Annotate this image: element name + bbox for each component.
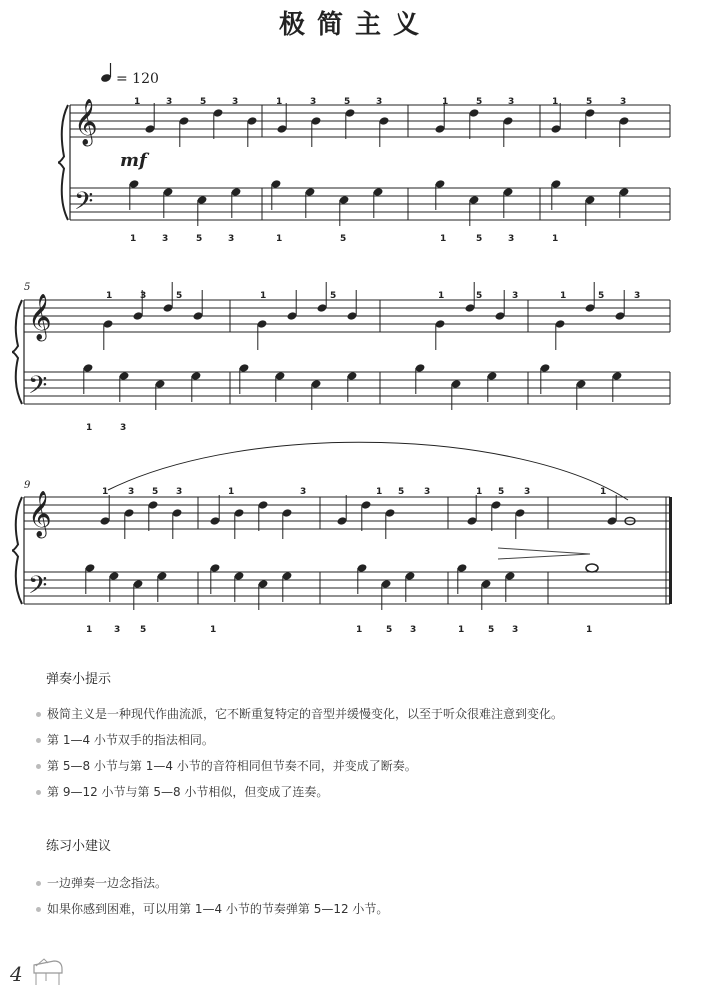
brace xyxy=(12,497,22,604)
bullet-icon xyxy=(36,764,41,769)
fingering-number: 5 xyxy=(476,291,483,301)
tips-heading: 弹奏小提示 xyxy=(46,672,112,687)
fingering-number: 3 xyxy=(310,97,317,107)
fingering-number: 3 xyxy=(524,487,531,497)
fingering-number: 1 xyxy=(130,234,137,244)
fingering-number: 5 xyxy=(476,234,483,244)
fingering-number: 3 xyxy=(128,487,135,497)
fingering-number: 5 xyxy=(598,291,605,301)
fingering-number: 1 xyxy=(260,291,267,301)
fingering-number: 3 xyxy=(176,487,183,497)
tempo-marking xyxy=(100,63,159,87)
bullet-icon xyxy=(36,790,41,795)
tempo-text: = 120 xyxy=(116,71,159,87)
fingering-number: 3 xyxy=(228,234,235,244)
fingering-numbers xyxy=(86,97,640,635)
bullet-icon xyxy=(36,712,41,717)
fingering-number: 1 xyxy=(600,487,607,497)
treble-clef-icon: 𝄞 xyxy=(28,491,52,537)
tip-text: 第 5—8 小节与第 1—4 小节的音符相同但节奏不同，并变成了断奏。 xyxy=(47,759,417,773)
fingering-number: 1 xyxy=(276,234,283,244)
fingering-number: 3 xyxy=(376,97,383,107)
notes xyxy=(83,103,635,610)
final-barline xyxy=(669,497,672,604)
fingering-number: 5 xyxy=(196,234,203,244)
fingering-number: 1 xyxy=(276,97,283,107)
bullet-icon xyxy=(36,738,41,743)
whole-note xyxy=(586,564,598,572)
dynamic-marking: mf xyxy=(120,150,147,171)
treble-clef-icon: 𝄞 xyxy=(74,99,98,145)
fingering-number: 3 xyxy=(140,291,147,301)
page-title: 极简主义 xyxy=(278,10,431,40)
fingering-number: 1 xyxy=(134,97,141,107)
fingering-number: 3 xyxy=(508,234,515,244)
fingering-number: 3 xyxy=(512,291,519,301)
fingering-number: 5 xyxy=(344,97,351,107)
fingering-number: 3 xyxy=(114,625,121,635)
practice-text: 一边弹奏一边念指法。 xyxy=(47,876,168,890)
fingering-number: 5 xyxy=(476,97,483,107)
fingering-number: 1 xyxy=(458,625,465,635)
practice-text: 如果你感到困难，可以用第 1—4 小节的节奏弹第 5—12 小节。 xyxy=(47,902,389,916)
fingering-number: 1 xyxy=(86,423,93,433)
tip-item xyxy=(36,757,417,774)
fingering-number: 3 xyxy=(634,291,641,301)
fingering-number: 1 xyxy=(228,487,235,497)
practice-heading: 练习小建议 xyxy=(46,839,112,854)
fingering-number: 5 xyxy=(340,234,347,244)
tip-text: 第 1—4 小节双手的指法相同。 xyxy=(47,733,214,747)
fingering-number: 5 xyxy=(152,487,159,497)
practice-item xyxy=(36,874,167,891)
tip-text: 极简主义是一种现代作曲流派，它不断重复特定的音型并缓慢变化，以至于听众很难注意到变化。 xyxy=(47,707,564,721)
fingering-number: 5 xyxy=(586,97,593,107)
fingering-number: 3 xyxy=(508,97,515,107)
fingering-number: 3 xyxy=(300,487,307,497)
fingering-number: 1 xyxy=(356,625,363,635)
bass-clef-icon: 𝄢 xyxy=(74,187,94,222)
fingering-number: 3 xyxy=(512,625,519,635)
fingering-number: 1 xyxy=(106,291,113,301)
brace xyxy=(12,300,22,404)
fingering-number: 3 xyxy=(424,487,431,497)
bass-clef-icon: 𝄢 xyxy=(28,371,48,406)
fingering-number: 5 xyxy=(330,291,337,301)
fingering-number: 1 xyxy=(552,234,559,244)
bass-clef-icon: 𝄢 xyxy=(28,571,48,606)
tip-item xyxy=(36,731,214,748)
fingering-number: 1 xyxy=(476,487,483,497)
fingering-number: 3 xyxy=(410,625,417,635)
tip-item xyxy=(36,705,563,722)
measure-number: 5 xyxy=(24,282,31,293)
fingering-number: 1 xyxy=(560,291,567,301)
fingering-number: 1 xyxy=(102,487,109,497)
page-number: 4 xyxy=(10,962,23,986)
fingering-number: 3 xyxy=(120,423,127,433)
fingering-number: 5 xyxy=(176,291,183,301)
decrescendo-hairpin xyxy=(498,548,590,559)
tip-item xyxy=(36,783,328,800)
bullet-icon xyxy=(36,907,41,912)
phrase-slur xyxy=(108,442,628,500)
fingering-number: 1 xyxy=(376,487,383,497)
treble-clef-icon: 𝄞 xyxy=(28,294,52,340)
fingering-number: 3 xyxy=(232,97,239,107)
practice-item xyxy=(36,900,388,917)
fingering-number: 3 xyxy=(162,234,169,244)
staff-lines xyxy=(24,105,670,604)
brace xyxy=(58,105,68,220)
fingering-number: 1 xyxy=(442,97,449,107)
fingering-number: 5 xyxy=(498,487,505,497)
fingering-number: 3 xyxy=(620,97,627,107)
piano-icon xyxy=(30,955,66,987)
fingering-number: 1 xyxy=(440,234,447,244)
fingering-number: 5 xyxy=(488,625,495,635)
fingering-number: 1 xyxy=(438,291,445,301)
fingering-number: 5 xyxy=(200,97,207,107)
fingering-number: 5 xyxy=(398,487,405,497)
fingering-number: 1 xyxy=(586,625,593,635)
bullet-icon xyxy=(36,881,41,886)
fingering-number: 1 xyxy=(552,97,559,107)
fingering-number: 1 xyxy=(210,625,217,635)
measure-number: 9 xyxy=(24,480,31,491)
fingering-number: 3 xyxy=(166,97,173,107)
fingering-number: 5 xyxy=(140,625,147,635)
fingering-number: 1 xyxy=(86,625,93,635)
tip-text: 第 9—12 小节与第 5—8 小节相似，但变成了连奏。 xyxy=(47,785,329,799)
fingering-number: 5 xyxy=(386,625,393,635)
